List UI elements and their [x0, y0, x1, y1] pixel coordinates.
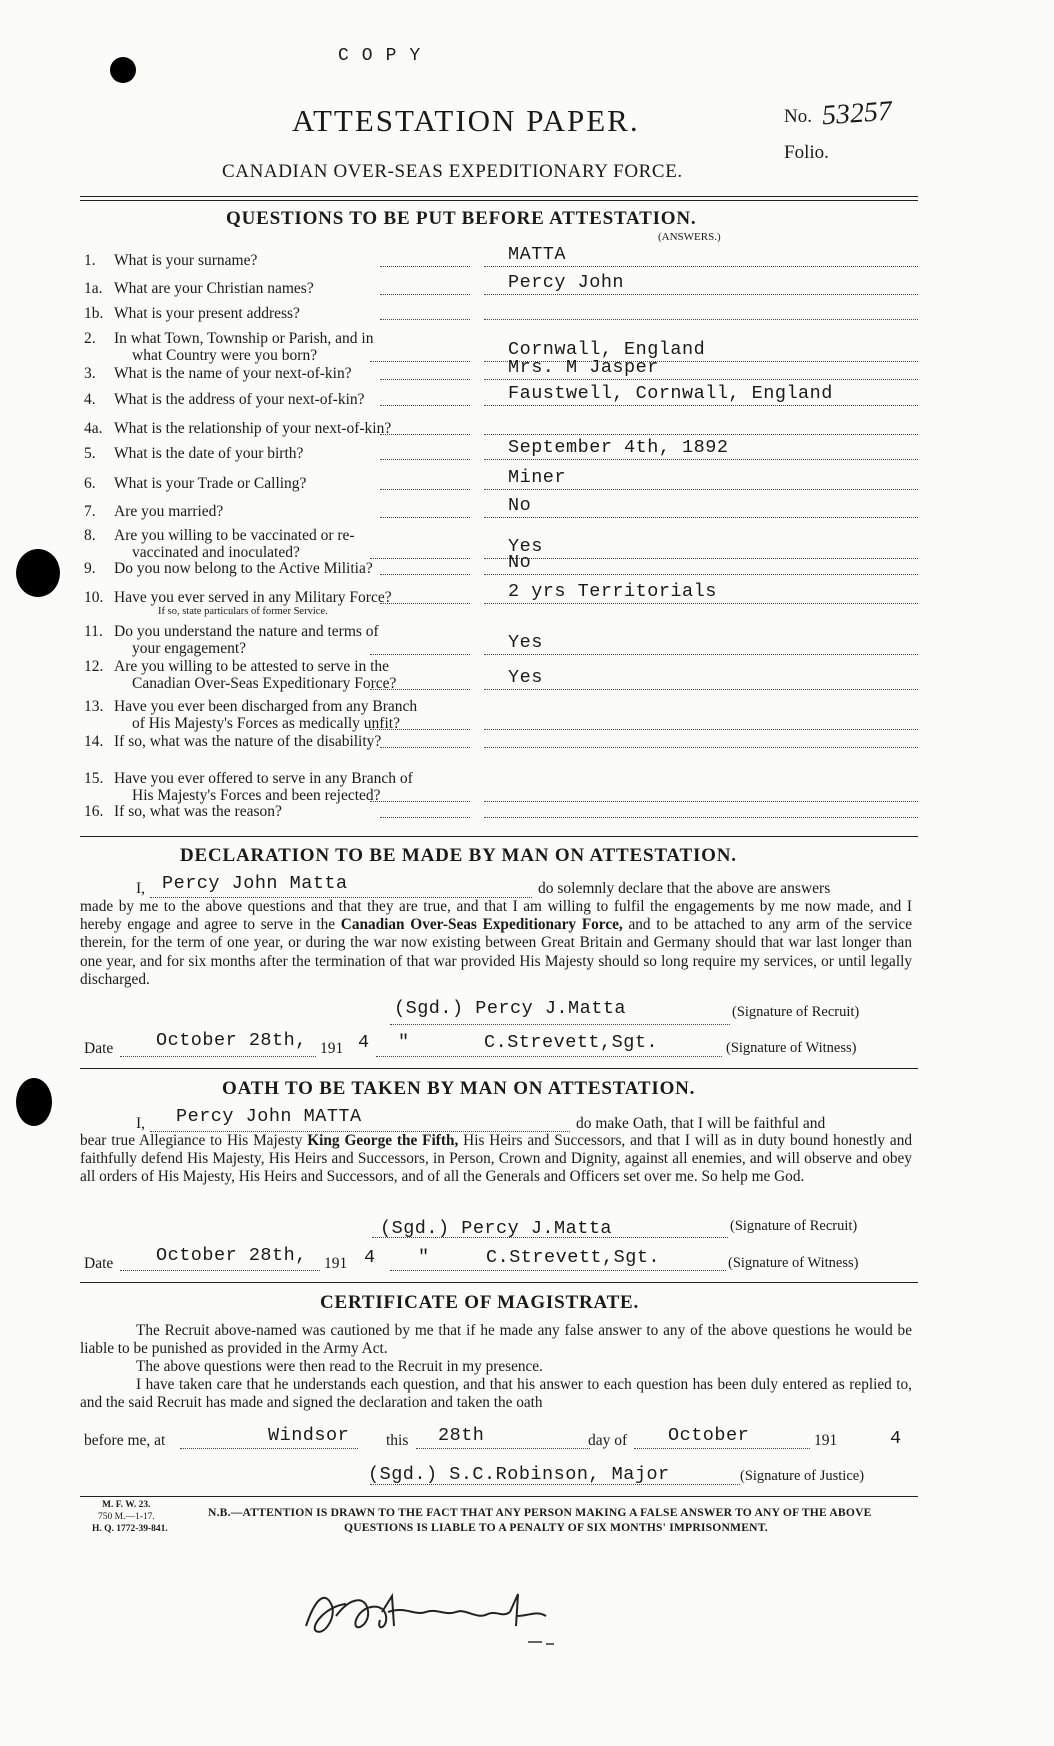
question-answer: Percy John — [508, 272, 625, 293]
question-text: In what Town, Township or Parish, and in — [114, 330, 374, 347]
declaration-date-value: October 28th, — [156, 1030, 307, 1051]
declaration-ditto: " — [398, 1032, 410, 1053]
declaration-witness-line — [376, 1056, 722, 1057]
question-text: Have you ever served in any Military Force? — [114, 589, 392, 606]
question-leader — [370, 654, 470, 655]
copy-mark: COPY — [338, 46, 434, 66]
answer-line — [484, 459, 918, 460]
question-number: 15. — [84, 770, 104, 787]
oath-witness-label: (Signature of Witness) — [728, 1255, 859, 1271]
declaration-date-line — [120, 1056, 316, 1057]
question-number: 4a. — [84, 420, 103, 437]
day-of-label: day of — [588, 1432, 628, 1449]
punch-hole-lower — [16, 1078, 52, 1126]
question-number: 8. — [84, 527, 96, 544]
magistrate-para-2 — [80, 1358, 912, 1376]
question-answer: Miner — [508, 467, 567, 488]
question-answer: No — [508, 495, 532, 516]
question-text: If so, what was the reason? — [114, 803, 282, 820]
form-code-2: 750 M.—1-17. — [98, 1512, 155, 1522]
punch-hole-top — [110, 57, 136, 83]
answer-line — [484, 517, 918, 518]
magistrate-month: October — [668, 1425, 750, 1446]
day-line — [416, 1448, 590, 1449]
declaration-witness-label: (Signature of Witness) — [726, 1040, 857, 1056]
question-text: Are you married? — [114, 503, 224, 520]
question-answer: MATTA — [508, 244, 567, 265]
question-number: 9. — [84, 560, 96, 577]
before-me-label: before me, at — [84, 1432, 166, 1449]
question-number: 7. — [84, 503, 96, 520]
question-number: 11. — [84, 623, 103, 640]
question-leader — [380, 266, 470, 267]
oath-text-2: bear true Allegiance to His Majesty — [80, 1132, 303, 1149]
answer-line — [484, 747, 918, 748]
justice-sig-label: (Signature of Justice) — [740, 1468, 865, 1484]
question-number: 6. — [84, 475, 96, 492]
question-number: 16. — [84, 803, 104, 820]
oath-i-label: I, — [136, 1115, 146, 1132]
question-number: 4. — [84, 391, 96, 408]
questions-heading: QUESTIONS TO BE PUT BEFORE ATTESTATION. — [226, 208, 697, 229]
declaration-text-3: and to be attached to any arm of the service therein, for the term of one year, or during the war now existing between Great Britain and Germany should that war last longer than one year, and for six months after the termination of that war provided His Majesty should so long require my services, or until legally discharged. — [80, 916, 913, 988]
oath-text-1: do make Oath, that I will be faithful and — [576, 1115, 826, 1132]
declaration-date-label: Date — [84, 1040, 114, 1057]
question-text: Do you now belong to the Active Militia? — [114, 560, 373, 577]
oath-heading: OATH TO BE TAKEN BY MAN ON ATTESTATION. — [222, 1078, 696, 1099]
question-number: 1. — [84, 252, 96, 269]
question-leader — [380, 747, 470, 748]
magistrate-year-prefix: 191 — [814, 1432, 838, 1449]
declaration-force: Canadian Over-Seas Expeditionary Force, — [340, 916, 623, 934]
footer-notice-line-1: N.B.—ATTENTION IS DRAWN TO THE FACT THAT ANY PERSON MAKING A FALSE ANSWER TO ANY OF THE ABOVE — [208, 1506, 872, 1519]
question-answer: 2 yrs Territorials — [508, 581, 717, 602]
question-text: of His Majesty's Forces as medically unfit? — [132, 715, 400, 732]
officer-signature-scrawl — [296, 1576, 596, 1656]
punch-hole-middle — [16, 549, 60, 597]
oath-name: Percy John MATTA — [176, 1106, 362, 1127]
question-leader — [370, 361, 470, 362]
question-leader — [380, 603, 470, 604]
magistrate-para-3-text: I have taken care that he understands each question, and that his answer to each question has been duly entered as replied to, and the said Recruit has made and signed the declaration and taken the oath — [80, 1376, 912, 1412]
question-number: 3. — [84, 365, 96, 382]
question-answer: Yes — [508, 632, 543, 653]
oath-body — [80, 1132, 912, 1187]
declaration-recruit-sig-line — [390, 1024, 730, 1025]
answer-line — [484, 654, 918, 655]
question-number: 12. — [84, 658, 104, 675]
answer-line — [484, 603, 918, 604]
answer-line — [484, 574, 918, 575]
magistrate-rule — [80, 1496, 918, 1497]
declaration-year-prefix: 191 — [320, 1040, 344, 1057]
declaration-body — [80, 898, 912, 989]
oath-recruit-signature: (Sgd.) Percy J.Matta — [380, 1218, 613, 1239]
question-number: 14. — [84, 733, 104, 750]
question-note: If so, state particulars of former Service. — [158, 606, 328, 617]
answer-line — [484, 558, 918, 559]
question-text: What is the name of your next-of-kin? — [114, 365, 352, 382]
question-text: What is your surname? — [114, 252, 258, 269]
oath-date-value: October 28th, — [156, 1245, 307, 1266]
question-answer: Yes — [508, 667, 543, 688]
answer-line — [484, 489, 918, 490]
question-number: 13. — [84, 698, 104, 715]
question-answer: Faustwell, Cornwall, England — [508, 383, 833, 404]
answer-line — [484, 266, 918, 267]
oath-year-prefix: 191 — [324, 1255, 348, 1272]
declaration-year-digit: 4 — [358, 1032, 370, 1053]
question-leader — [370, 558, 470, 559]
question-answer: September 4th, 1892 — [508, 437, 729, 458]
questions-rule — [80, 836, 918, 837]
declaration-i-label: I, — [136, 880, 146, 897]
number-label: No. — [784, 106, 812, 127]
regimental-number: 53257 — [820, 95, 893, 132]
question-leader — [380, 517, 470, 518]
form-subtitle: CANADIAN OVER-SEAS EXPEDITIONARY FORCE. — [222, 161, 683, 182]
answer-line — [484, 319, 918, 320]
question-leader — [370, 801, 470, 802]
question-leader — [380, 434, 470, 435]
question-leader — [370, 689, 470, 690]
answers-label: (ANSWERS.) — [658, 231, 721, 243]
form-title: ATTESTATION PAPER. — [292, 103, 640, 138]
answer-line — [484, 379, 918, 380]
question-text: what Country were you born? — [132, 347, 318, 364]
oath-date-line — [120, 1270, 320, 1271]
declaration-text-1: do solemnly declare that the above are answers — [538, 880, 831, 897]
answer-line — [484, 434, 918, 435]
header-rule-1 — [80, 196, 918, 197]
header-rule-2 — [80, 200, 918, 201]
question-number: 1b. — [84, 305, 104, 322]
oath-king: King George the Fifth, — [307, 1132, 459, 1149]
question-number: 1a. — [84, 280, 103, 297]
declaration-text-2: made by me to the above questions and that they are true, and that I am willing to fulfil the engagements by me now made, and I hereby engage and agree to serve in the — [80, 898, 912, 934]
answer-line — [484, 689, 918, 690]
answer-line — [484, 801, 918, 802]
question-answer: Yes — [508, 536, 543, 557]
question-leader — [380, 574, 470, 575]
answer-line — [484, 729, 918, 730]
question-text: If so, what was the nature of the disability? — [114, 733, 382, 750]
question-leader — [380, 319, 470, 320]
declaration-recruit-sig-label: (Signature of Recruit) — [732, 1004, 860, 1020]
folio-label: Folio. — [784, 142, 829, 163]
question-answer: Mrs. M Jasper — [508, 357, 659, 378]
magistrate-para-2-text: The above questions were then read to the Recruit in my presence. — [136, 1358, 543, 1375]
question-number: 10. — [84, 589, 104, 606]
form-code-1: M. F. W. 23. — [102, 1500, 151, 1510]
question-text: vaccinated and inoculated? — [132, 544, 300, 561]
answer-line — [484, 817, 918, 818]
oath-date-label: Date — [84, 1255, 114, 1272]
magistrate-place: Windsor — [268, 1425, 350, 1446]
declaration-heading: DECLARATION TO BE MADE BY MAN ON ATTESTATION. — [180, 845, 737, 866]
question-leader — [380, 489, 470, 490]
declaration-witness-signature: C.Strevett,Sgt. — [484, 1032, 659, 1053]
question-number: 2. — [84, 330, 96, 347]
place-line — [180, 1448, 358, 1449]
oath-year-digit: 4 — [364, 1247, 376, 1268]
justice-signature: (Sgd.) S.C.Robinson, Major — [368, 1464, 670, 1485]
question-leader — [370, 729, 470, 730]
oath-rule — [80, 1282, 918, 1283]
oath-ditto: " — [418, 1247, 430, 1268]
answer-line — [484, 405, 918, 406]
answer-line — [484, 294, 918, 295]
question-text: What is the date of your birth? — [114, 445, 304, 462]
question-answer: No — [508, 552, 532, 573]
oath-witness-line — [390, 1270, 726, 1271]
oath-recruit-sig-label: (Signature of Recruit) — [730, 1218, 858, 1234]
question-text: What is your Trade or Calling? — [114, 475, 307, 492]
magistrate-day: 28th — [438, 1425, 485, 1446]
question-leader — [380, 817, 470, 818]
question-text: What is the relationship of your next-of-kin? — [114, 420, 392, 437]
magistrate-heading: CERTIFICATE OF MAGISTRATE. — [320, 1292, 640, 1313]
question-number: 5. — [84, 445, 96, 462]
form-code-3: H. Q. 1772-39-841. — [92, 1524, 168, 1534]
question-text: Do you understand the nature and terms of — [114, 623, 379, 640]
question-text: His Majesty's Forces and been rejected? — [132, 787, 381, 804]
question-leader — [380, 459, 470, 460]
magistrate-para-1 — [80, 1322, 912, 1358]
magistrate-para-3 — [80, 1376, 912, 1412]
declaration-rule — [80, 1068, 918, 1069]
question-text: What are your Christian names? — [114, 280, 314, 297]
magistrate-para-1-text: The Recruit above-named was cautioned by me that if he made any false answer to any of the above questions he would be liable to be punished as provided in the Army Act. — [80, 1322, 912, 1358]
question-text: your engagement? — [132, 640, 247, 657]
question-leader — [380, 294, 470, 295]
oath-text-3: His Heirs and Successors, and that I will as in duty bound honestly and faithfully defend His Majesty, His Heirs and Successors, in Person, Crown and Dignity, against all enemies, and will observe and obey all orders of His Majesty, His Heirs and Successors, and of all the Generals and Officers set over me. So help me God. — [80, 1132, 912, 1186]
question-text: Canadian Over-Seas Expeditionary Force? — [132, 675, 397, 692]
question-text: Have you ever offered to serve in any Branch of — [114, 770, 413, 787]
oath-witness-signature: C.Strevett,Sgt. — [486, 1247, 661, 1268]
magistrate-year-digit: 4 — [890, 1428, 902, 1449]
question-text: Are you willing to be vaccinated or re- — [114, 527, 355, 544]
question-answer: Cornwall, England — [508, 339, 706, 360]
month-line — [634, 1448, 810, 1449]
declaration-recruit-signature: (Sgd.) Percy J.Matta — [394, 998, 627, 1019]
declaration-name: Percy John Matta — [162, 873, 348, 894]
question-text: What is the address of your next-of-kin? — [114, 391, 365, 408]
question-leader — [380, 405, 470, 406]
footer-notice-line-2: QUESTIONS IS LIABLE TO A PENALTY OF SIX MONTHS' IMPRISONMENT. — [344, 1521, 768, 1534]
question-text: Have you ever been discharged from any Branch — [114, 698, 418, 715]
question-text: Are you willing to be attested to serve in the — [114, 658, 390, 675]
question-leader — [380, 379, 470, 380]
question-text: What is your present address? — [114, 305, 300, 322]
this-label: this — [386, 1432, 409, 1449]
